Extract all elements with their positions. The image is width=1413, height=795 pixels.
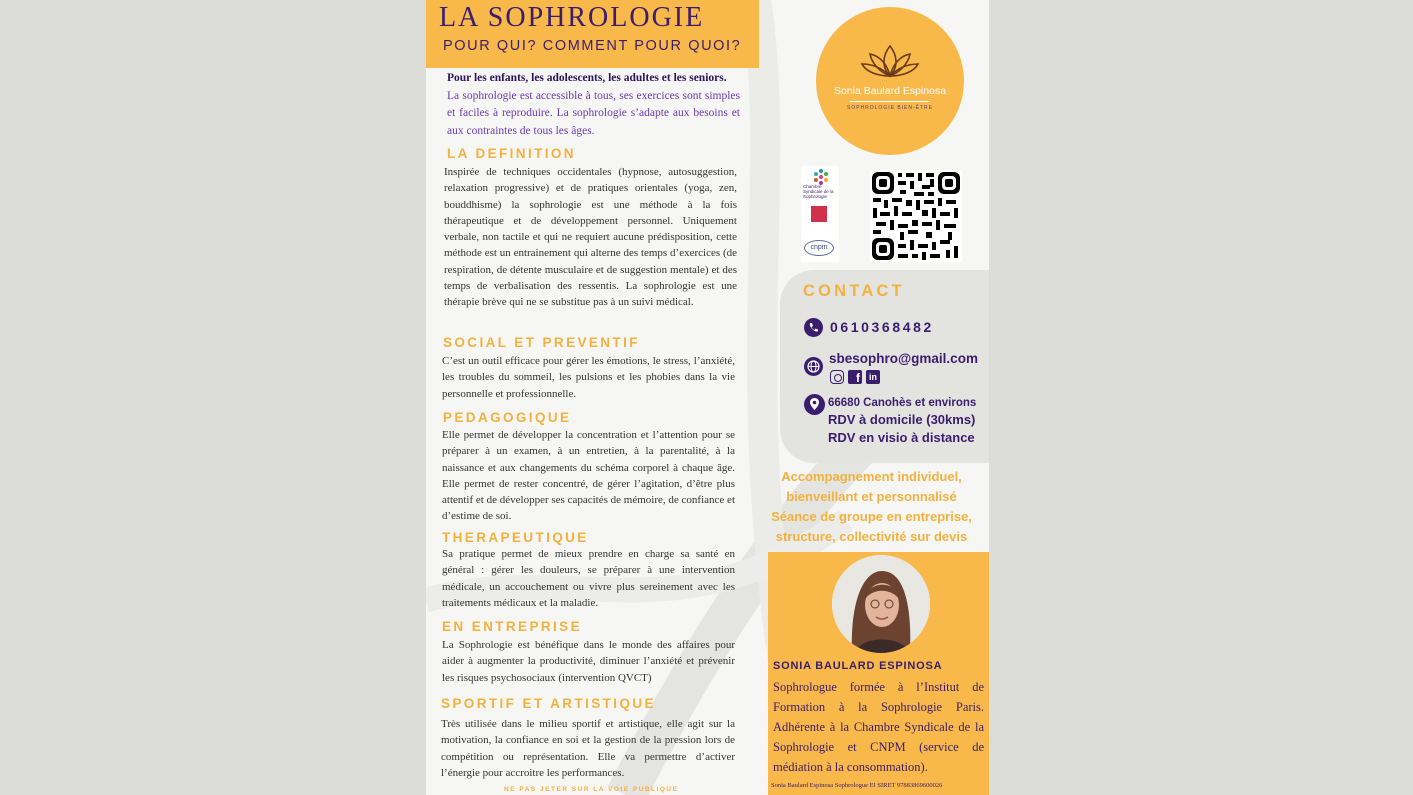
section-text-therapeutique: Sa pratique permet de mieux prendre en charge sa santé en général : gérer les douleurs, se préparer à une intervention médicale, un accouchement ou vivre plus sereinement avec les traitements médicaux et la maladie. bbox=[442, 548, 735, 609]
flyer bbox=[426, 0, 989, 795]
section-text-definition: Inspirée de techniques occidentales (hypnose, autosuggestion, relaxation progressive) et de pratiques orientales (yoga, zen, bouddhisme) la sophrologie est une méthode à la fois thérapeutique et de développement personnel. Uniquement verbale, non tactile et qui ne requiert aucune prédisposition, cette méthode est un entrainement qui alterne des temps d’exercices (de respiration, de détente musculaire et de suggestion mentale) et des temps de verbalisation des ressentis. La sophrologie est une thérapie brève qui ne se substitue pas à un suivi médical. bbox=[444, 166, 737, 309]
section-title-social: SOCIAL ET PREVENTIF bbox=[443, 335, 640, 350]
services-text bbox=[754, 467, 989, 547]
page-title: LA SOPHROLOGIE bbox=[439, 2, 705, 33]
portrait-photo bbox=[832, 555, 930, 653]
logo-name: Sonia Baulard Espinosa bbox=[833, 85, 947, 97]
section-text-pedagogique: Elle permet de développer la concentration et l’attention pour se préparer à un examen, à un entretien, à la parentalité, à la naissance et aux changements du schéma corporel à chaque âge. Elle permet de rester concentré, de gérer l’agitation, d’être plus attentif et de développer ses capacités de mémoire, de confiance et d’estime de soi. bbox=[442, 429, 735, 523]
chambre-syndicale-label: Chambre Syndicale de la Sophrologie bbox=[803, 184, 834, 199]
facebook-icon[interactable]: f bbox=[848, 370, 862, 384]
contact-rdv-visio: RDV en visio à distance bbox=[828, 430, 975, 445]
logo-divider bbox=[850, 101, 930, 102]
linkedin-icon[interactable]: in bbox=[866, 370, 880, 384]
section-title-definition: LA DEFINITION bbox=[447, 146, 576, 161]
contact-rdv-home: RDV à domicile (30kms) bbox=[828, 412, 976, 427]
intro-audience: Pour les enfants, les adolescents, les adultes et les seniors. bbox=[447, 72, 727, 84]
phone-icon bbox=[804, 318, 823, 337]
section-title-sportif: SPORTIF ET ARTISTIQUE bbox=[441, 696, 656, 711]
bio-text: Sophrologue formée à l’Institut de Formation à la Sophrologie Paris. Adhérente à la Chambre Syndicale de la Sophrologie et CNPM (service de médiation à la consommation). bbox=[773, 680, 984, 774]
contact-address: 66680 Canohès et environs bbox=[828, 397, 977, 409]
services-line-2: bienveillant et personnalisé bbox=[786, 489, 957, 504]
cnpm-logo: cnpm bbox=[804, 240, 834, 256]
title-banner bbox=[426, 0, 759, 68]
location-pin-icon bbox=[804, 394, 825, 415]
section-title-pedagogique: PEDAGOGIQUE bbox=[443, 410, 572, 425]
section-title-entreprise: EN ENTREPRISE bbox=[442, 619, 582, 634]
brand-logo bbox=[816, 7, 964, 155]
section-text-sportif: Très utilisée dans le milieu sportif et artistique, elle agit sur la motivation, la confiance en soi et la gestion de la pression lors de compétition ou représentation. Elle va permettre d’activer l’énergie pour accroitre les performances. bbox=[441, 718, 735, 779]
services-line-4: structure, collectivité sur devis bbox=[775, 529, 968, 544]
logo-tagline: SOPHROLOGIE BIEN-ÊTRE bbox=[846, 105, 933, 111]
contact-panel bbox=[780, 270, 989, 463]
globe-icon bbox=[804, 357, 823, 376]
page-subtitle: POUR QUI? COMMENT POUR QUOI? bbox=[443, 38, 742, 54]
instagram-icon[interactable] bbox=[830, 370, 844, 384]
contact-email[interactable]: sbesophro@gmail.com bbox=[829, 351, 978, 366]
lotus-icon bbox=[860, 42, 920, 82]
qr-code-icon bbox=[870, 170, 962, 262]
intro-text: La sophrologie est accessible à tous, ses exercices sont simples et faciles à reproduire. La sophrologie s’adapte aux besoins et aux contraintes de tous les âges. bbox=[447, 89, 740, 137]
qr-code[interactable] bbox=[870, 170, 962, 262]
bio-panel bbox=[768, 552, 989, 795]
membership-badges bbox=[801, 166, 839, 262]
services-line-1: Accompagnement individuel, bbox=[781, 469, 962, 484]
services-line-3: Séance de groupe en entreprise, bbox=[771, 509, 972, 524]
badge-red-logo bbox=[811, 206, 827, 222]
intro-paragraph bbox=[447, 70, 740, 140]
contact-phone[interactable]: 0610368482 bbox=[830, 319, 934, 335]
section-title-therapeutique: THERAPEUTIQUE bbox=[442, 530, 589, 545]
section-text-social: C’est un outil efficace pour gérer les émotions, le stress, l’anxiété, les troubles du sommeil, les pulsions et les phobies dans la vie personnelle et professionnelle. bbox=[442, 355, 735, 400]
bio-name: SONIA BAULARD ESPINOSA bbox=[773, 660, 943, 672]
section-text-entreprise: La Sophrologie est bénéfique dans le monde des affaires pour aider à augmenter la productivité, diminuer l’anxiété et prévenir les risques psychosociaux (intervention QVCT) bbox=[442, 639, 735, 684]
bio-siret: Sonia Baulard Espinosa Sophrologue EI SIRET 97883869600026 bbox=[771, 782, 943, 789]
contact-title: CONTACT bbox=[803, 282, 905, 300]
footnote: NE PAS JETER SUR LA VOIE PUBLIQUE bbox=[504, 786, 679, 793]
